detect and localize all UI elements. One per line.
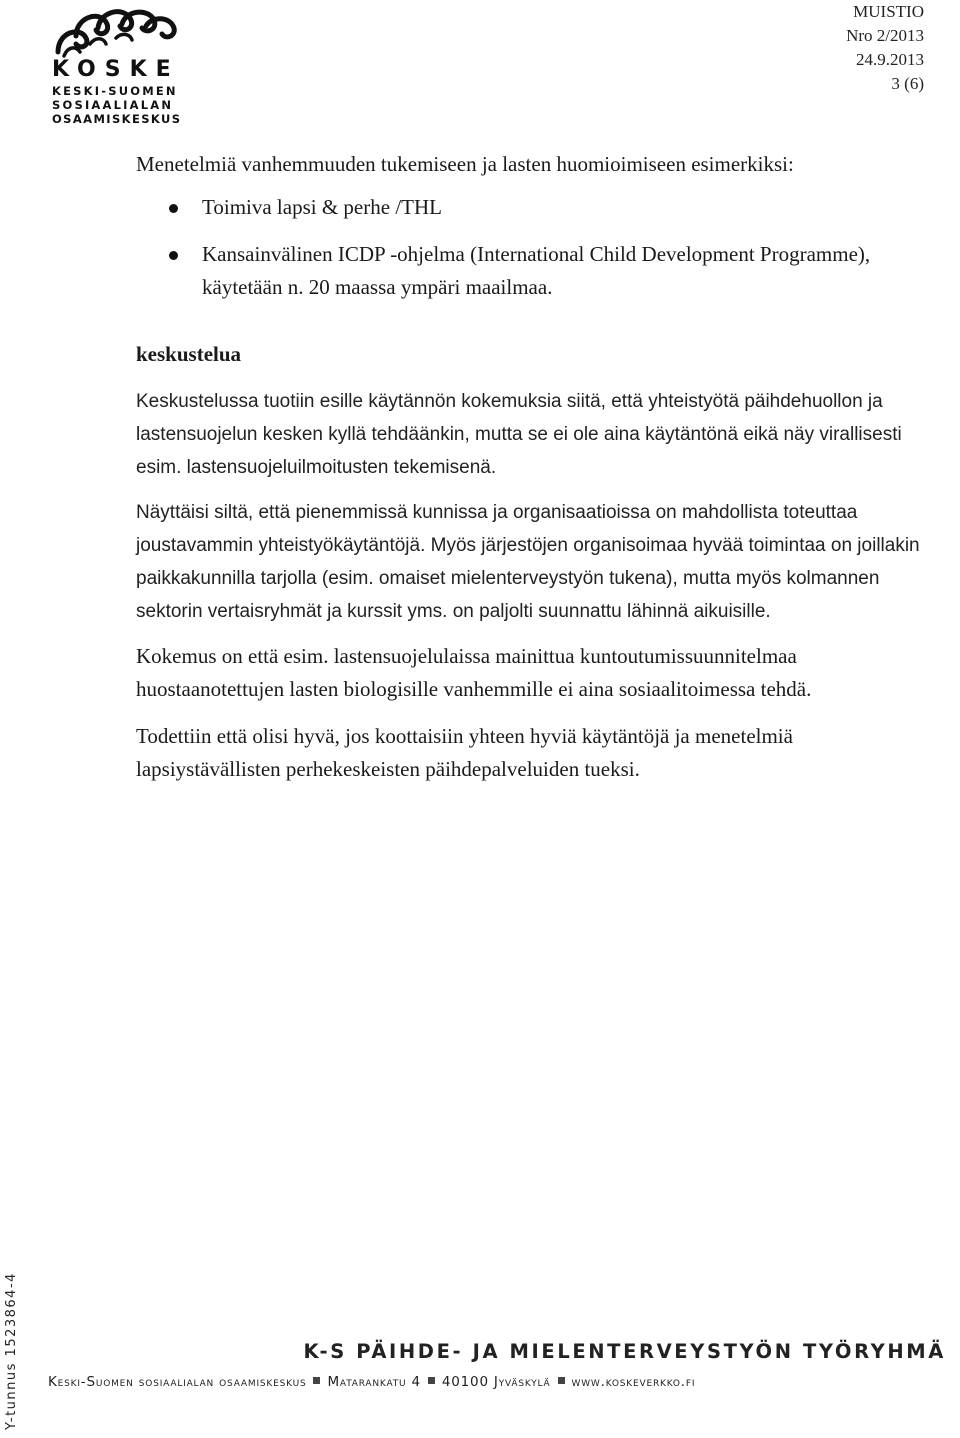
doc-date: 24.9.2013 (856, 50, 924, 69)
doc-type: MUISTIO (853, 2, 924, 21)
methods-list (136, 191, 926, 304)
footer-title: K-S PÄIHDE- JA MIELENTERVEYSTYÖN TYÖRYHMÄ (303, 1340, 946, 1363)
footer-web-link[interactable]: www.koskeverkko.fi (571, 1374, 696, 1390)
footer-contact-line (48, 1374, 695, 1390)
footer-org: Keski-Suomen sosiaalialan osaamiskeskus (48, 1374, 307, 1390)
paragraph-4: Todettiin että olisi hyvä, jos koottaisiin yhteen hyviä käytäntöjä ja menetelmiä lapsiystävällisten perhekeskeisten päihdepalveluiden tueksi. (136, 724, 793, 781)
intro-paragraph: Menetelmiä vanhemmuuden tukemiseen ja lasten huomioimiseen esimerkiksi: (136, 152, 794, 176)
logo-line-1: KESKI-SUOMEN (52, 84, 178, 98)
discussion-text (136, 385, 926, 628)
square-bullet-icon (558, 1377, 565, 1384)
page-number: 3 (6) (891, 74, 924, 93)
business-id-vertical: Y-tunnus 1523864-4 (4, 1272, 19, 1430)
footer-city: 40100 Jyväskylä (441, 1374, 551, 1390)
logo-name: KOSKE (52, 57, 180, 82)
document-meta (846, 0, 924, 96)
paragraph-2: Näyttäisi siltä, että pienemmissä kunnissa ja organisaatioissa on mahdollista toteuttaa joustavammin yhteistyökäytäntöjä. Myös järjestöjen organisoimaa hyvää toimintaa on joillakin paikkakunnilla tarjolla (esim. omaiset mielenterveystyön tukena), mutta myös kolmannen sektorin vertaisryhmät ja kurssit yms. on paljolti suunnattu lähinnä aikuisille. (136, 502, 920, 622)
koske-logo-mark-icon (50, 2, 190, 60)
logo-line-3: OSAAMISKESKUS (52, 112, 182, 126)
koske-logo (50, 2, 190, 126)
list-item: Toimiva lapsi & perhe /THL (136, 191, 926, 224)
paragraph-3: Kokemus on että esim. lastensuojelulaissa mainittua kuntoutumissuunnitelmaa huostaanotettujen lasten biologisille vanhemmille ei aina sosiaalitoimessa tehdä. (136, 644, 812, 701)
list-item: Kansainvälinen ICDP -ohjelma (International Child Development Programme), käytetään n. 20 maassa ympäri maailmaa. (136, 238, 926, 304)
footer-address: Matarankatu 4 (327, 1374, 421, 1390)
paragraph-1: Keskustelussa tuotiin esille käytännön kokemuksia siitä, että yhteistyötä päihdehuollon ja lastensuojelun kesken kyllä tehdäänkin, mutta se ei ole aina käytäntönä eikä näy virallisesti esim. lastensuojeluilmoitusten tekemisenä. (136, 391, 902, 478)
square-bullet-icon (428, 1377, 435, 1384)
square-bullet-icon (313, 1377, 320, 1384)
memo-body (136, 148, 926, 798)
logo-line-2: SOSIAALIALAN (52, 98, 174, 112)
section-heading: keskustelua (136, 342, 242, 366)
doc-number: Nro 2/2013 (846, 26, 924, 45)
